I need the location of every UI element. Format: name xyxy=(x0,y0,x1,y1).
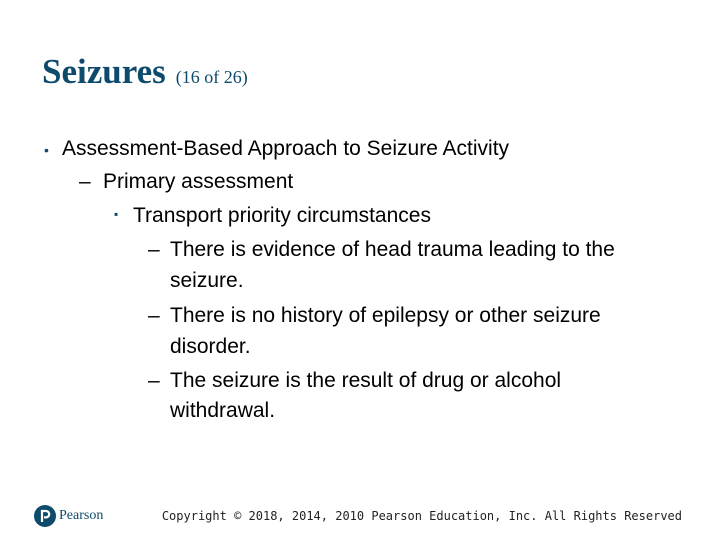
pearson-logo-icon xyxy=(34,505,56,527)
slide-counter: (16 of 26) xyxy=(175,67,248,87)
bullet-level-4-continuation: withdrawal. xyxy=(170,399,276,422)
bullet-level-2: Primary assessment xyxy=(103,170,294,193)
bullet-level-4: There is evidence of head trauma leading to the xyxy=(170,238,615,261)
bullet-marker: • xyxy=(44,142,49,158)
copyright-notice: Copyright © 2018, 2014, 2010 Pearson Education, Inc. All Rights Reserved xyxy=(161,509,682,523)
dash-marker: – xyxy=(148,304,160,327)
bullet-level-4-continuation: disorder. xyxy=(170,335,251,358)
bullet-level-4: The seizure is the result of drug or alcohol xyxy=(170,369,562,392)
bullet-level-4: There is no history of epilepsy or other seizure xyxy=(170,304,601,327)
square-marker: ▪ xyxy=(114,207,119,221)
slide-title xyxy=(42,52,248,92)
title-text: Seizures xyxy=(42,52,166,91)
bullet-level-4-continuation: seizure. xyxy=(170,269,244,292)
bullet-level-1: Assessment-Based Approach to Seizure Activity xyxy=(62,137,510,160)
bullet-level-3: Transport priority circumstances xyxy=(133,204,431,227)
logo-wordmark: Pearson xyxy=(59,508,104,523)
pearson-logo xyxy=(34,505,103,527)
dash-marker: – xyxy=(148,238,160,261)
dash-marker: – xyxy=(148,369,160,392)
dash-marker: – xyxy=(79,170,91,193)
